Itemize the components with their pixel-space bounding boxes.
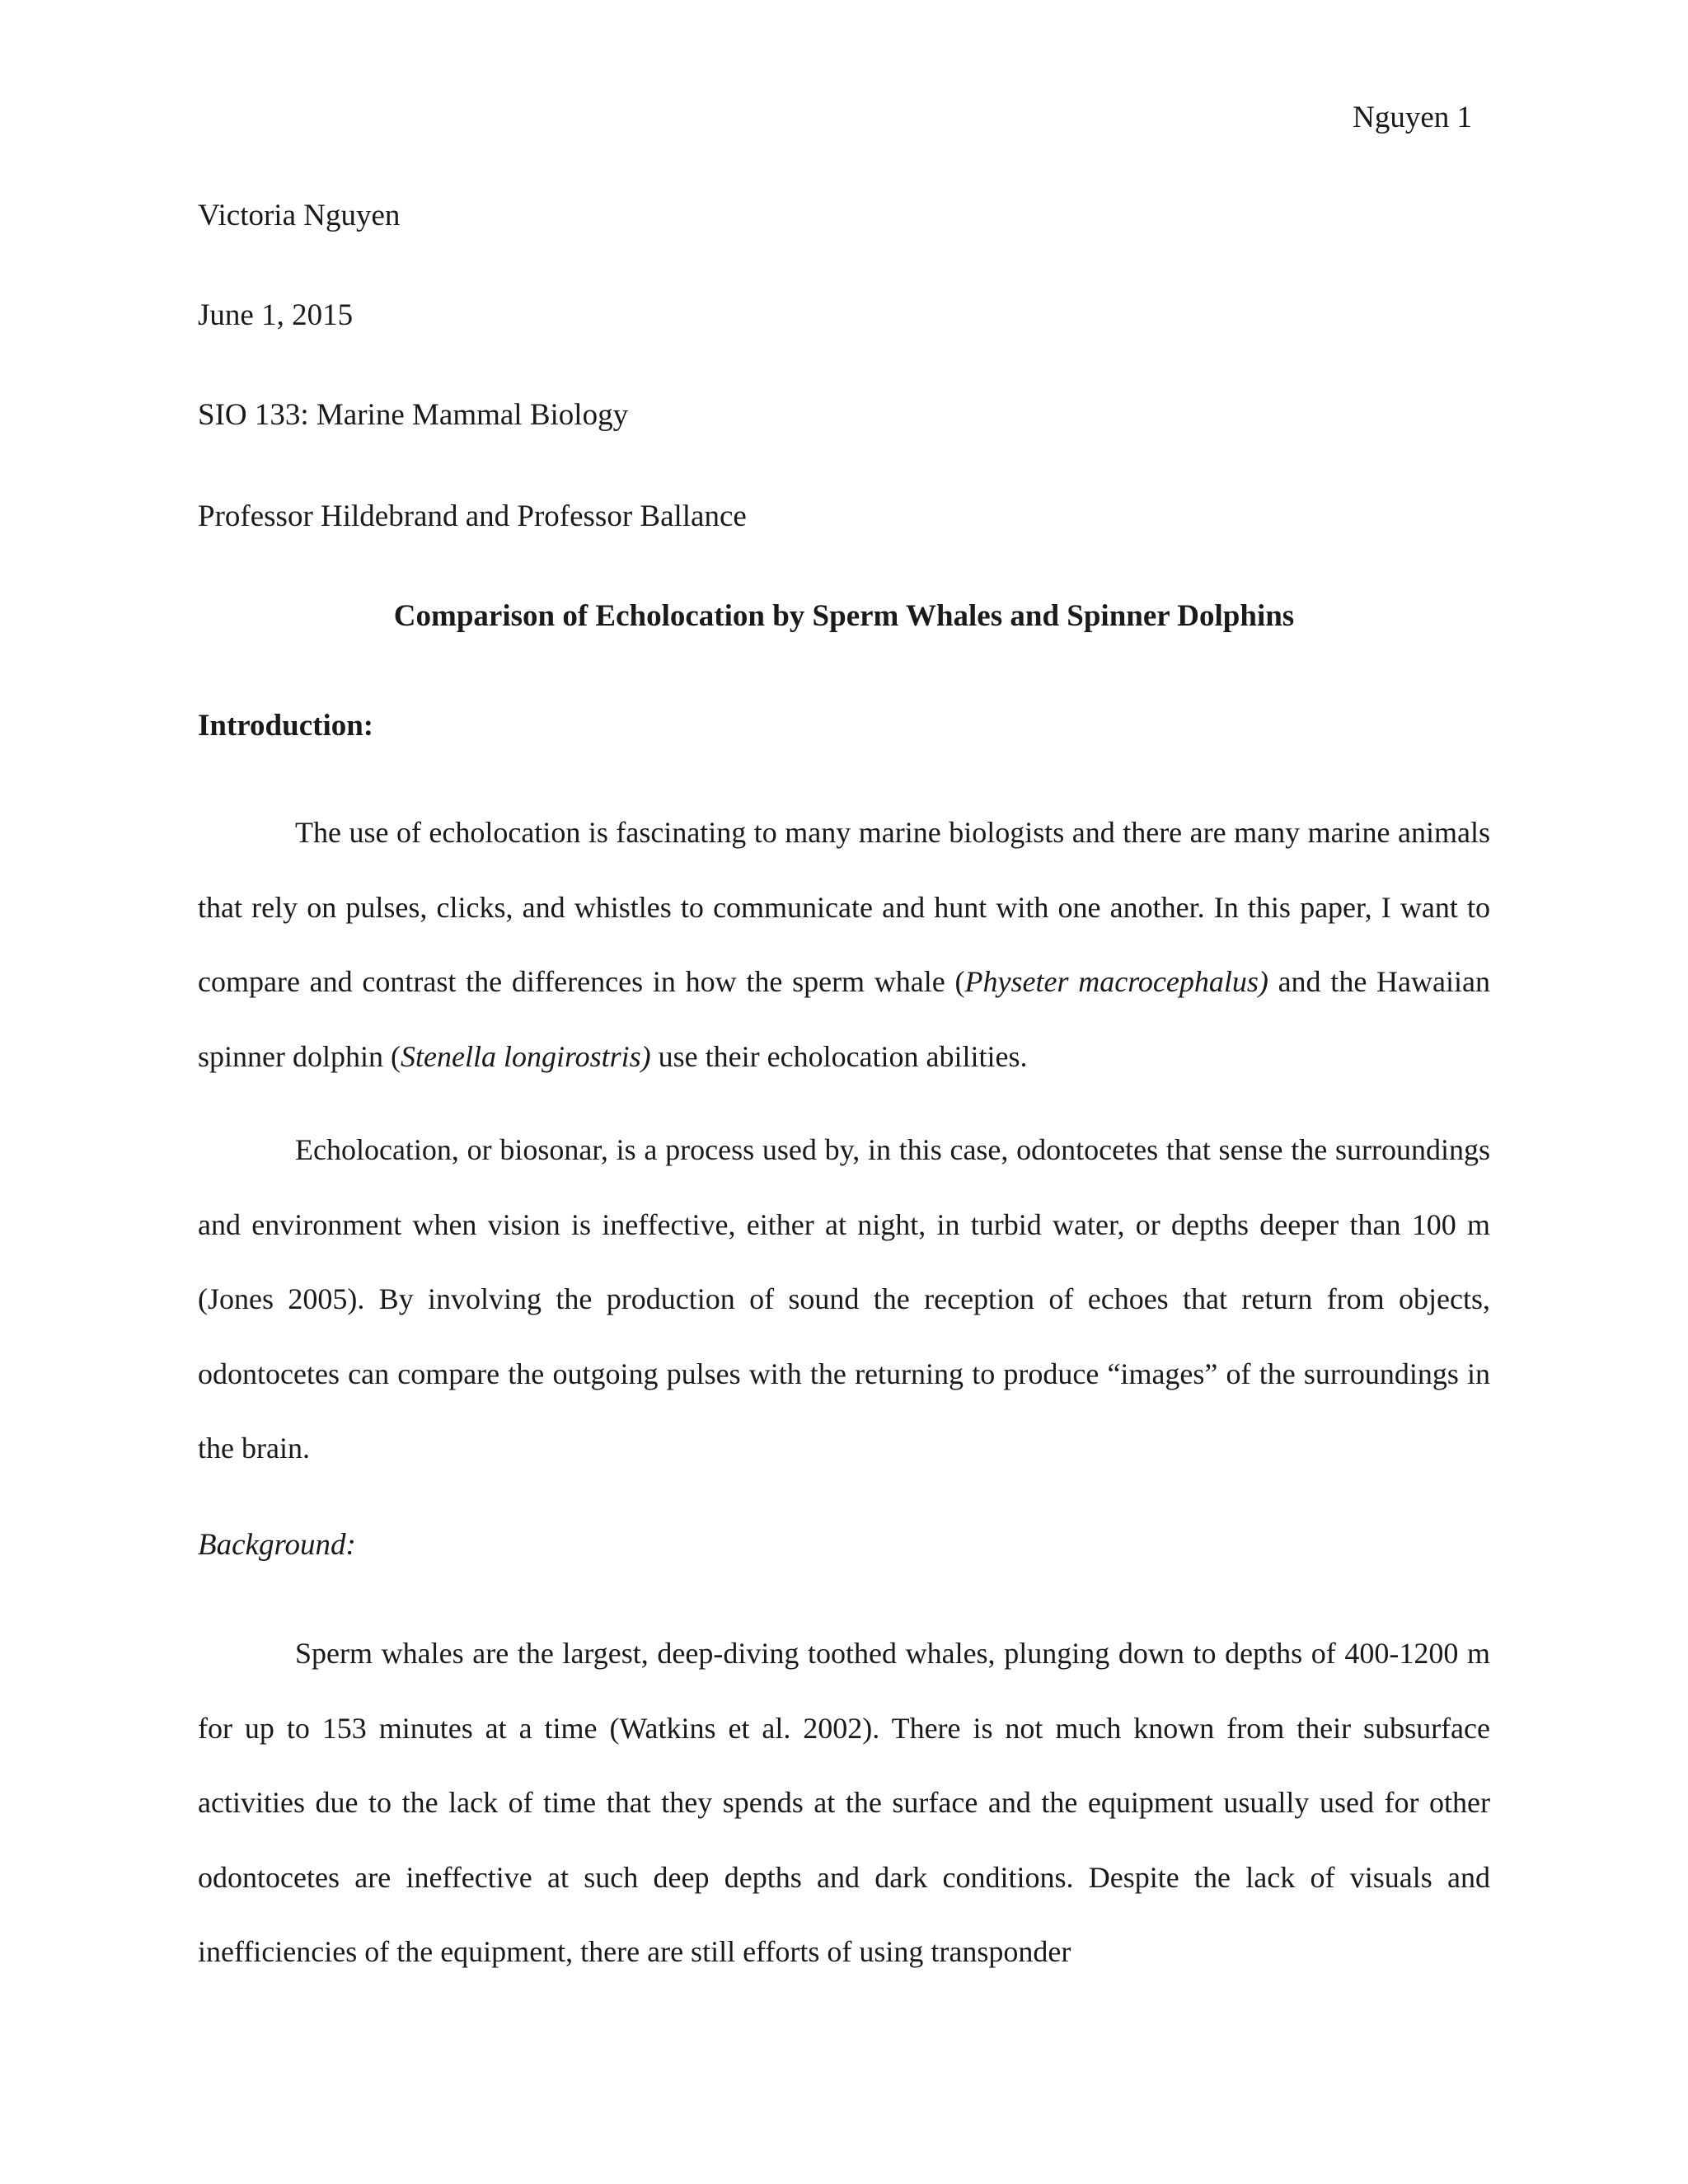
intro-paragraph-1 xyxy=(198,795,1490,1094)
background-paragraph-1: Sperm whales are the largest, deep-diving toothed whales, plunging down to depths of 400-1200 m for up to 153 minutes at a time (Watkins et al. 2002). There is not much known from their subsurface activities due to the lack of time that they spends at the surface and the equipment usually used for other odontocetes are ineffective at such deep depths and dark conditions. Despite the lack of visuals and inefficiencies of the equipment, there are still efforts of using transponder xyxy=(198,1637,1490,1968)
section-heading-background: Background: xyxy=(198,1528,356,1562)
course-line: SIO 133: Marine Mammal Biology xyxy=(198,398,629,432)
author-name: Victoria Nguyen xyxy=(198,199,401,232)
instructors-line: Professor Hildebrand and Professor Ballance xyxy=(198,499,747,533)
species-name-sperm-whale: Physeter macrocephalus) xyxy=(964,965,1268,998)
intro-paragraph-2: Echolocation, or biosonar, is a process used by, in this case, odontocetes that sense the surroundings and environment when vision is ineffective, either at night, in turbid water, or depths deeper than 100 m (Jones 2005). By involving the production of sound the reception of echoes that return from objects, odontocetes can compare the outgoing pulses with the returning to produce “images” of the surroundings in the brain. xyxy=(198,1133,1490,1465)
intro-p1-text-b: and the Hawaiian spinner dolphin ( xyxy=(198,965,1490,1073)
section-heading-introduction: Introduction: xyxy=(198,709,374,743)
date-line: June 1, 2015 xyxy=(198,298,354,332)
intro-p1-text-a: The use of echolocation is fascinating to many marine biologists and there are many marine animals that rely on pulses, clicks, and whistles to communicate and hunt with one another. In this paper, I want to compare and contrast the differences in how the sperm whale ( xyxy=(198,816,1490,998)
intro-p1-text-c: use their echolocation abilities. xyxy=(650,1039,1028,1073)
page-header: Nguyen 1 xyxy=(1353,101,1472,134)
species-name-spinner-dolphin: Stenella longirostris) xyxy=(400,1039,651,1073)
paper-title: Comparison of Echolocation by Sperm Whales and Spinner Dolphins xyxy=(393,599,1295,633)
